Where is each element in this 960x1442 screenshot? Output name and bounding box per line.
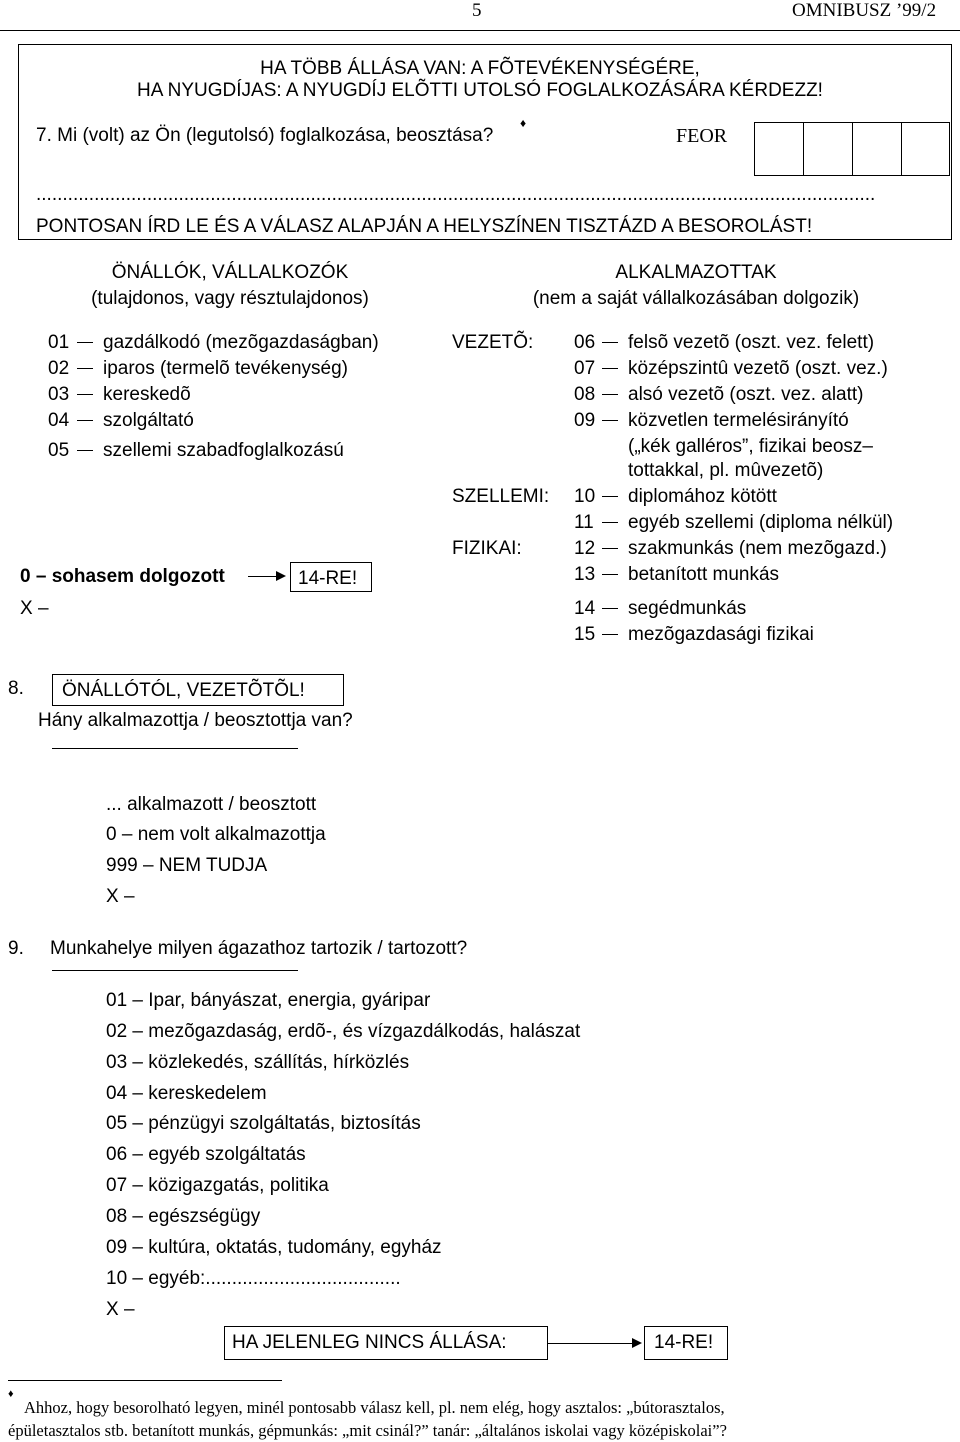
feor-divider [803, 122, 804, 176]
option-label: egyéb:..................................... [148, 1268, 401, 1289]
employee-code[interactable]: 08 [574, 384, 596, 405]
dash [602, 548, 618, 549]
dash [602, 634, 618, 635]
option-label: egyéb szolgáltatás [148, 1144, 306, 1165]
dash [77, 394, 93, 395]
instruction-line-2: HA NYUGDÍJAS: A NYUGDÍJ ELÕTTI UTOLSÓ FOGLALKOZÁSÁRA KÉRDEZZ! [137, 80, 823, 101]
self-employed-label: kereskedõ [103, 384, 191, 405]
employee-label: betanított munkás [628, 564, 780, 585]
employee-label: felsõ vezetõ (oszt. vez. felett) [628, 332, 875, 353]
classification-note: PONTOSAN ÍRD LE ÉS A VÁLASZ ALAPJÁN A HELYSZÍNEN TISZTÁZD A BESOROLÁST! [36, 216, 813, 237]
option-label: kereskedelem [148, 1083, 267, 1104]
group-intellectual: SZELLEMI: [452, 486, 550, 507]
option-code: 03 [106, 1052, 128, 1073]
q9-option[interactable]: 02 – mezõgazdaság, erdõ-, és vízgazdálkodás, halászat [106, 1021, 581, 1042]
employee-label: segédmunkás [628, 598, 747, 619]
x-option[interactable]: X – [20, 598, 49, 619]
option-code: 02 [106, 1021, 128, 1042]
dash [602, 420, 618, 421]
never-worked-option[interactable]: 0 – sohasem dolgozott [20, 566, 225, 587]
q9-option[interactable]: 05 – pénzügyi szolgáltatás, biztosítás [106, 1113, 421, 1134]
q8-number: 8. [8, 678, 24, 699]
skip-label: 14-RE! [298, 568, 358, 589]
publication-title: OMNIBUSZ ’99/2 [792, 0, 937, 21]
employee-label: mezõgazdasági fizikai [628, 624, 814, 645]
skip-arrow [248, 576, 278, 577]
skip-arrow [548, 1343, 634, 1344]
feor-divider [852, 122, 853, 176]
q9-option[interactable]: 01 – Ipar, bányászat, energia, gyáripar [106, 990, 431, 1011]
option-label: közlekedés, szállítás, hírközlés [148, 1052, 410, 1073]
option-label: kultúra, oktatás, tudomány, egyház [148, 1237, 442, 1258]
option-code: 08 [106, 1206, 128, 1227]
q9-number: 9. [8, 938, 24, 959]
dash [602, 496, 618, 497]
employee-code[interactable]: 15 [574, 624, 596, 645]
option-code: 01 [106, 990, 128, 1011]
q7-text: 7. Mi (volt) az Ön (legutolsó) foglalkozása, beosztása? [36, 125, 494, 146]
dash [602, 522, 618, 523]
self-employed-title: ÖNÁLLÓK, VÁLLALKOZÓK [111, 262, 349, 283]
dash [77, 342, 93, 343]
employee-label: középszintû vezetõ (oszt. vez.) [628, 358, 888, 379]
dash [77, 368, 93, 369]
dash [77, 420, 93, 421]
feor-divider [901, 122, 902, 176]
option-code: 07 [106, 1175, 128, 1196]
self-employed-subtitle: (tulajdonos, vagy résztulajdonos) [91, 288, 369, 309]
employee-code[interactable]: 09 [574, 410, 596, 431]
option-code: 05 [106, 1113, 128, 1134]
self-employed-label: gazdálkodó (mezõgazdaságban) [103, 332, 379, 353]
employee-code[interactable]: 10 [574, 486, 596, 507]
employee-code[interactable]: 12 [574, 538, 596, 559]
q8-answer-rule [52, 748, 298, 749]
skip-label: 14-RE! [654, 1332, 714, 1353]
employee-label: alsó vezetõ (oszt. vez. alatt) [628, 384, 864, 405]
q8-option-dont-know[interactable]: 999 – NEM TUDJA [106, 855, 268, 876]
footnote-marker-icon: ♦ [8, 1388, 14, 1400]
footnote-marker-icon: ♦ [520, 116, 527, 130]
dash [602, 574, 618, 575]
group-manager: VEZETÕ: [452, 332, 534, 353]
option-label: Ipar, bányászat, energia, gyáripar [148, 990, 431, 1011]
employee-label: közvetlen termelésirányító [628, 410, 849, 431]
q9-option[interactable]: 09 – kultúra, oktatás, tudomány, egyház [106, 1237, 442, 1258]
dash [602, 342, 618, 343]
employee-label: szakmunkás (nem mezõgazd.) [628, 538, 887, 559]
option-label: mezõgazdaság, erdõ-, és vízgazdálkodás, halászat [148, 1021, 581, 1042]
self-employed-label: iparos (termelõ tevékenység) [103, 358, 348, 379]
header-rule [0, 30, 960, 31]
employees-title: ALKALMAZOTTAK [615, 262, 777, 283]
q9-option[interactable]: 10 – egyéb:..................................... [106, 1268, 401, 1289]
group-physical: FIZIKAI: [452, 538, 522, 559]
dash [77, 450, 93, 451]
self-employed-label: szellemi szabadfoglalkozású [103, 440, 344, 461]
q9-option[interactable]: 06 – egyéb szolgáltatás [106, 1144, 306, 1165]
employee-label: egyéb szellemi (diploma nélkül) [628, 512, 894, 533]
q8-option-count[interactable]: ... alkalmazott / beosztott [106, 794, 317, 815]
q8-option-x[interactable]: X – [106, 886, 135, 907]
employee-code[interactable]: 07 [574, 358, 596, 379]
answer-dots-line[interactable]: ............................................................................................................................................................... [36, 184, 876, 205]
q9-option[interactable]: 07 – közigazgatás, politika [106, 1175, 329, 1196]
employee-code[interactable]: 14 [574, 598, 596, 619]
footnote-line-2: épületasztalos stb. betanított munkás, gépmunkás: „mit csinál?” tanár: „általános iskolai vagy középiskolai”? [8, 1421, 727, 1440]
instruction-line-1: HA TÖBB ÁLLÁSA VAN: A FÕTEVÉKENYSÉGÉRE, [260, 58, 700, 79]
option-label: közigazgatás, politika [148, 1175, 329, 1196]
self-employed-code[interactable]: 03 [48, 384, 70, 405]
self-employed-code[interactable]: 01 [48, 332, 70, 353]
dash [602, 608, 618, 609]
q8-question: Hány alkalmazottja / beosztottja van? [38, 710, 353, 731]
q9-option-x[interactable]: X – [106, 1299, 135, 1320]
option-label: pénzügyi szolgáltatás, biztosítás [148, 1113, 421, 1134]
q9-option[interactable]: 04 – kereskedelem [106, 1083, 267, 1104]
option-label: egészségügy [148, 1206, 261, 1227]
self-employed-code[interactable]: 05 [48, 440, 70, 461]
arrow-right-icon [632, 1338, 642, 1348]
dash [602, 368, 618, 369]
arrow-right-icon [276, 571, 286, 581]
option-code: 06 [106, 1144, 128, 1165]
employees-subtitle: (nem a saját vállalkozásában dolgozik) [532, 288, 860, 309]
footnote-line-1: Ahhoz, hogy besorolható legyen, minél pontosabb válasz kell, pl. nem elég, hogy asztalos: „bútorasztalos, [24, 1398, 725, 1417]
employee-label-continued: („kék galléros”, fizikai beosz– [628, 436, 873, 457]
page-number: 5 [472, 0, 482, 21]
feor-label: FEOR [676, 125, 728, 147]
q8-instruction: ÖNÁLLÓTÓL, VEZETÕTÕL! [62, 680, 305, 701]
q9-option[interactable]: 03 – közlekedés, szállítás, hírközlés [106, 1052, 410, 1073]
q9-answer-rule [52, 970, 298, 971]
no-job-label: HA JELENLEG NINCS ÁLLÁSA: [232, 1332, 507, 1353]
self-employed-code[interactable]: 02 [48, 358, 70, 379]
self-employed-code[interactable]: 04 [48, 410, 70, 431]
q8-option-none[interactable]: 0 – nem volt alkalmazottja [106, 824, 326, 845]
option-code: 10 [106, 1268, 128, 1289]
footnote-rule [8, 1380, 282, 1381]
option-code: 04 [106, 1083, 128, 1104]
q9-question: Munkahelye milyen ágazathoz tartozik / tartozott? [50, 938, 468, 959]
self-employed-label: szolgáltató [103, 410, 194, 431]
employee-code[interactable]: 11 [574, 512, 594, 533]
employee-label-continued: tottakkal, pl. mûvezetõ) [628, 460, 824, 481]
dash [602, 394, 618, 395]
q9-option[interactable]: 08 – egészségügy [106, 1206, 261, 1227]
employee-code[interactable]: 06 [574, 332, 596, 353]
option-code: 09 [106, 1237, 128, 1258]
employee-label: diplomához kötött [628, 486, 777, 507]
employee-code[interactable]: 13 [574, 564, 596, 585]
